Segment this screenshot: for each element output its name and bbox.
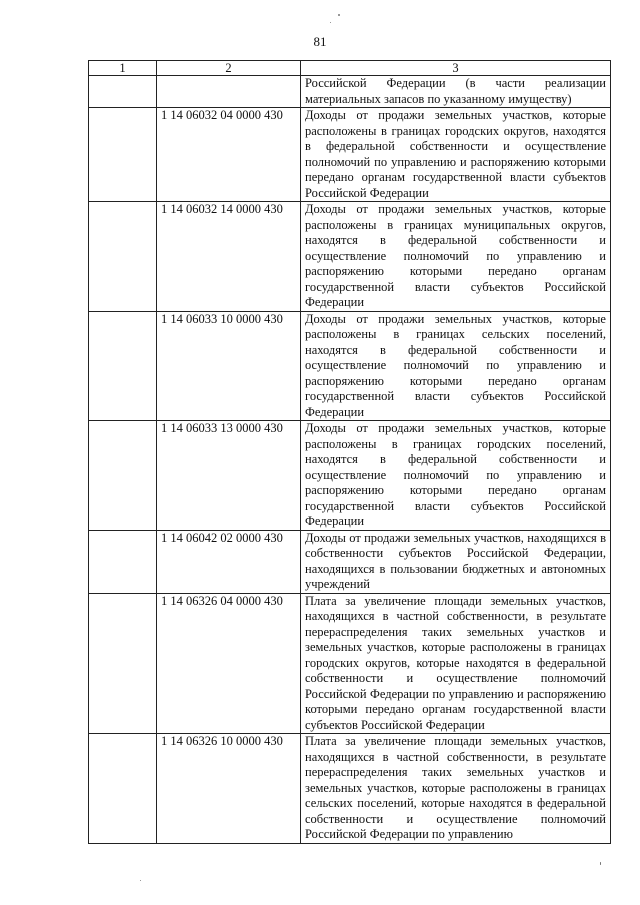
row-col-1 [89, 108, 157, 202]
scan-speck [140, 880, 141, 881]
revenue-description: Доходы от продажи земельных участков, которые расположены в границах муниципальных округов, находятся в федеральной собственности и осуществление полномочий по управлению и распоряжению которыми передано органам государственной власти субъектов Российской Федерации [301, 202, 611, 312]
page-number: 81 [313, 34, 327, 49]
revenue-description: Доходы от продажи земельных участков, которые расположены в границах городских округов, находятся в федеральной собственности и осуществление полномочий по управлению и распоряжению которыми передано органам государственной власти субъектов Российской Федерации [301, 108, 611, 202]
table-row [89, 421, 611, 531]
revenue-code: 1 14 06326 04 0000 430 [157, 593, 301, 734]
table-row [89, 108, 611, 202]
revenue-code: 1 14 06326 10 0000 430 [157, 734, 301, 844]
revenue-description: Доходы от продажи земельных участков, которые расположены в границах городских поселений, находятся в федеральной собственности и осуществление полномочий по управлению и распоряжению которыми передано органам государственной власти субъектов Российской Федерации [301, 421, 611, 531]
revenue-description: Доходы от продажи земельных участков, которые расположены в границах сельских поселений, находятся в федеральной собственности и осуществление полномочий по управлению и распоряжению которыми передано органам государственной власти субъектов Российской Федерации [301, 311, 611, 421]
table-row [89, 734, 611, 844]
header-col-3: 3 [301, 61, 611, 76]
row-col-1 [89, 311, 157, 421]
table-row [89, 202, 611, 312]
revenue-description: Российской Федерации (в части реализации материальных запасов по указанному имуществу) [301, 76, 611, 108]
row-col-1 [89, 734, 157, 844]
revenue-code: 1 14 06033 10 0000 430 [157, 311, 301, 421]
table-row [89, 311, 611, 421]
revenue-description: Доходы от продажи земельных участков, находящихся в собственности субъектов Российской Федерации, находящихся в пользовании бюджетных и автономных учреждений [301, 530, 611, 593]
revenue-code: 1 14 06042 02 0000 430 [157, 530, 301, 593]
table-row [89, 593, 611, 734]
revenue-code: 1 14 06032 04 0000 430 [157, 108, 301, 202]
row-col-1 [89, 76, 157, 108]
table-row [89, 76, 611, 108]
row-col-1 [89, 421, 157, 531]
revenue-codes-table [88, 60, 611, 844]
table-header-row [89, 61, 611, 76]
row-col-1 [89, 202, 157, 312]
scan-speck [330, 22, 331, 23]
revenue-code: 1 14 06033 13 0000 430 [157, 421, 301, 531]
row-col-1 [89, 530, 157, 593]
header-col-1: 1 [89, 61, 157, 76]
revenue-code [157, 76, 301, 108]
scan-speck [338, 14, 340, 16]
scan-speck [600, 862, 601, 865]
table-row [89, 530, 611, 593]
revenue-description: Плата за увеличение площади земельных участков, находящихся в частной собственности, в результате перераспределения таких земельных участков и земельных участков, которые расположены в границах городских округов, которые находятся в федеральной собственности и осуществление полномочий Российской Федерации по управлению и распоряжению которыми передано органам государственной власти субъектов Российской Федерации [301, 593, 611, 734]
header-col-2: 2 [157, 61, 301, 76]
row-col-1 [89, 593, 157, 734]
revenue-code: 1 14 06032 14 0000 430 [157, 202, 301, 312]
revenue-description: Плата за увеличение площади земельных участков, находящихся в частной собственности, в результате перераспределения таких земельных участков и земельных участков, которые расположены в границах сельских поселений, которые находятся в федеральной собственности и осуществление полномочий Российской Федерации по управлению [301, 734, 611, 844]
